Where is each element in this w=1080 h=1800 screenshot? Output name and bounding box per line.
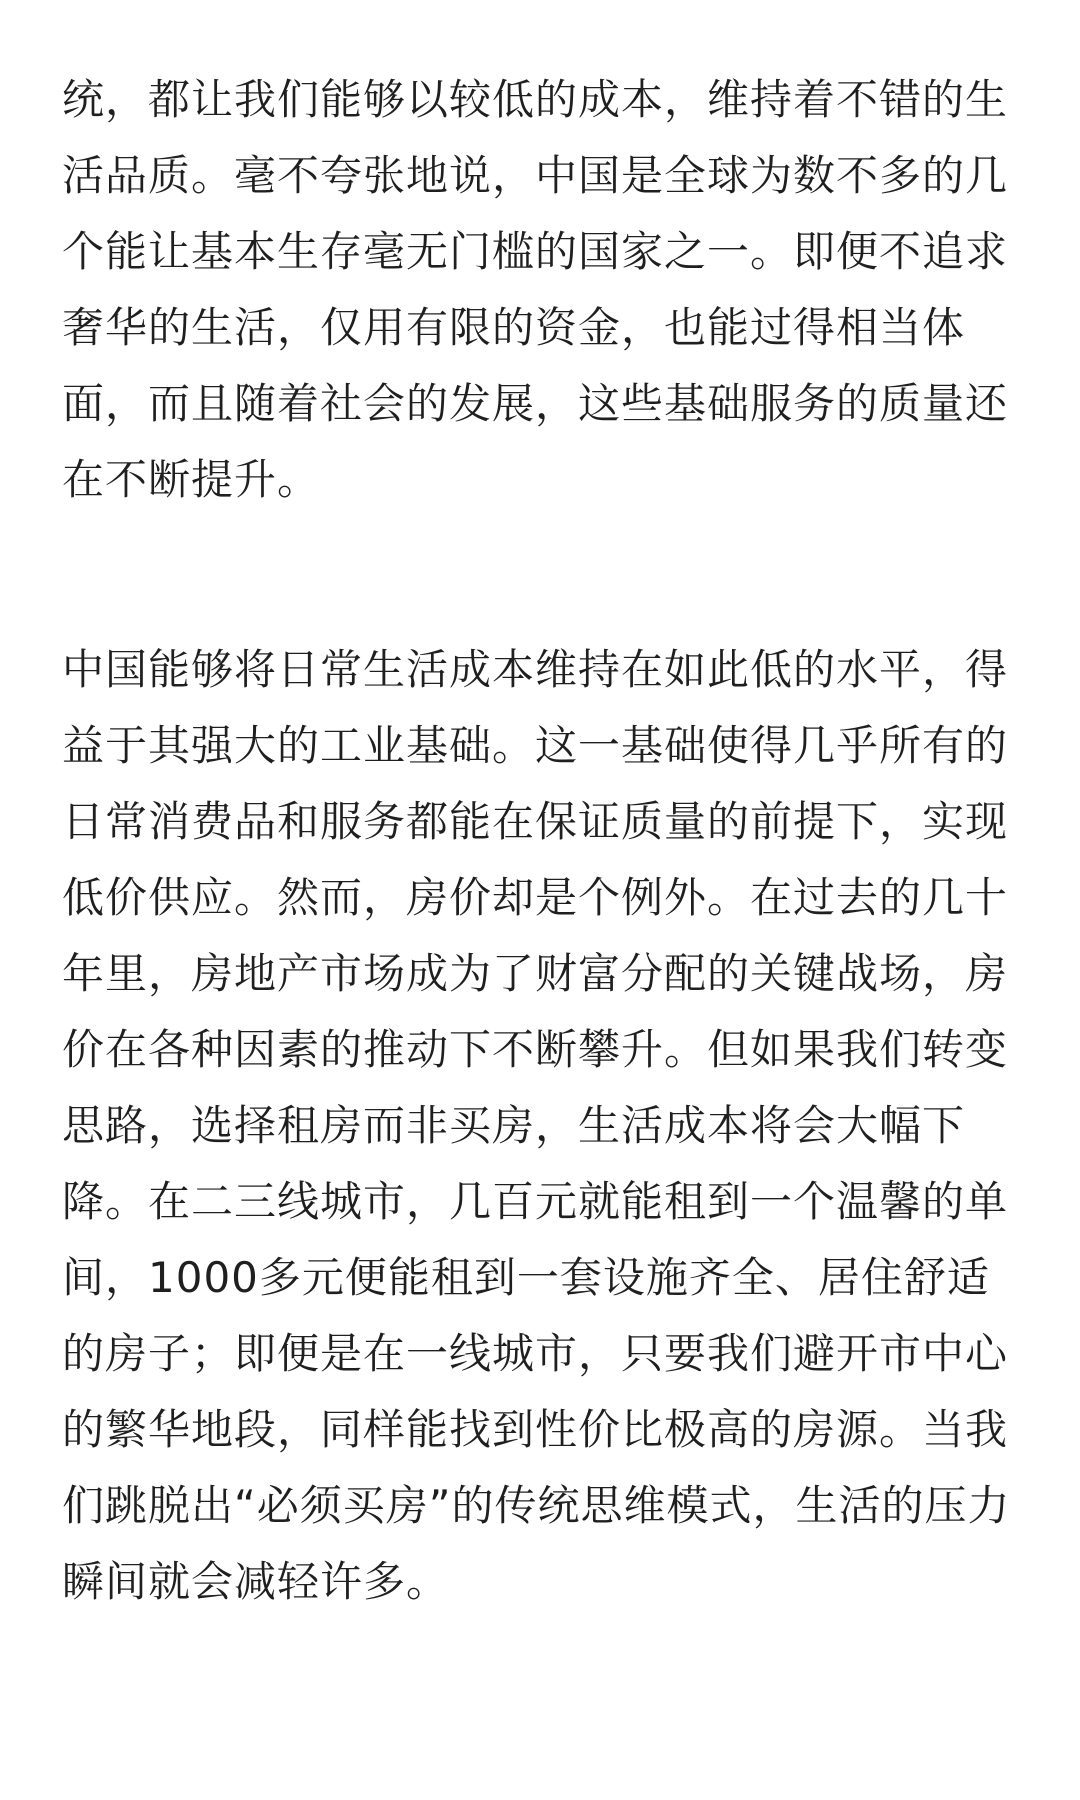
paragraph-2-line-5: 年里，房地产市场成为了财富分配的关键战场，房 — [62, 949, 1009, 998]
paragraph-2-line-9: 间，1000多元便能租到一套设施齐全、居住舒适 — [62, 1253, 990, 1302]
paragraph-2-line-1: 中国能够将日常生活成本维持在如此低的水平，得 — [62, 645, 1009, 694]
paragraph-2-line-4: 低价供应。然而，房价却是个例外。在过去的几十 — [62, 873, 1009, 922]
paragraph-2-line-6: 价在各种因素的推动下不断攀升。但如果我们转变 — [62, 1025, 1009, 1074]
paragraph-2-line-12: 们跳脱出“必须买房”的传统思维模式，生活的压力 — [62, 1481, 1011, 1530]
paragraph-2-line-13: 瞬间就会减轻许多。 — [62, 1557, 450, 1606]
paragraph-1-line-5: 面，而且随着社会的发展，这些基础服务的质量还 — [62, 379, 1009, 428]
paragraph-1-line-3: 个能让基本生存毫无门槛的国家之一。即便不追求 — [62, 227, 1009, 276]
paragraph-1-line-1: 统，都让我们能够以较低的成本，维持着不错的生 — [62, 75, 1009, 124]
paragraph-2-line-2: 益于其强大的工业基础。这一基础使得几乎所有的 — [62, 721, 1009, 770]
paragraph-2-line-7: 思路，选择租房而非买房，生活成本将会大幅下 — [62, 1101, 966, 1150]
paragraph-2-line-8: 降。在二三线城市，几百元就能租到一个温馨的单 — [62, 1177, 1009, 1226]
paragraph-2-line-11: 的繁华地段，同样能找到性价比极高的房源。当我 — [62, 1405, 1009, 1454]
paragraph-1-line-6: 在不断提升。 — [62, 455, 321, 504]
paragraph-2-line-10: 的房子；即便是在一线城市，只要我们避开市中心 — [62, 1329, 1009, 1378]
paragraph-1-line-2: 活品质。毫不夸张地说，中国是全球为数不多的几 — [62, 151, 1009, 200]
paragraph-2-line-3: 日常消费品和服务都能在保证质量的前提下，实现 — [62, 797, 1009, 846]
paragraph-1-line-4: 奢华的生活，仅用有限的资金，也能过得相当体 — [62, 303, 966, 352]
